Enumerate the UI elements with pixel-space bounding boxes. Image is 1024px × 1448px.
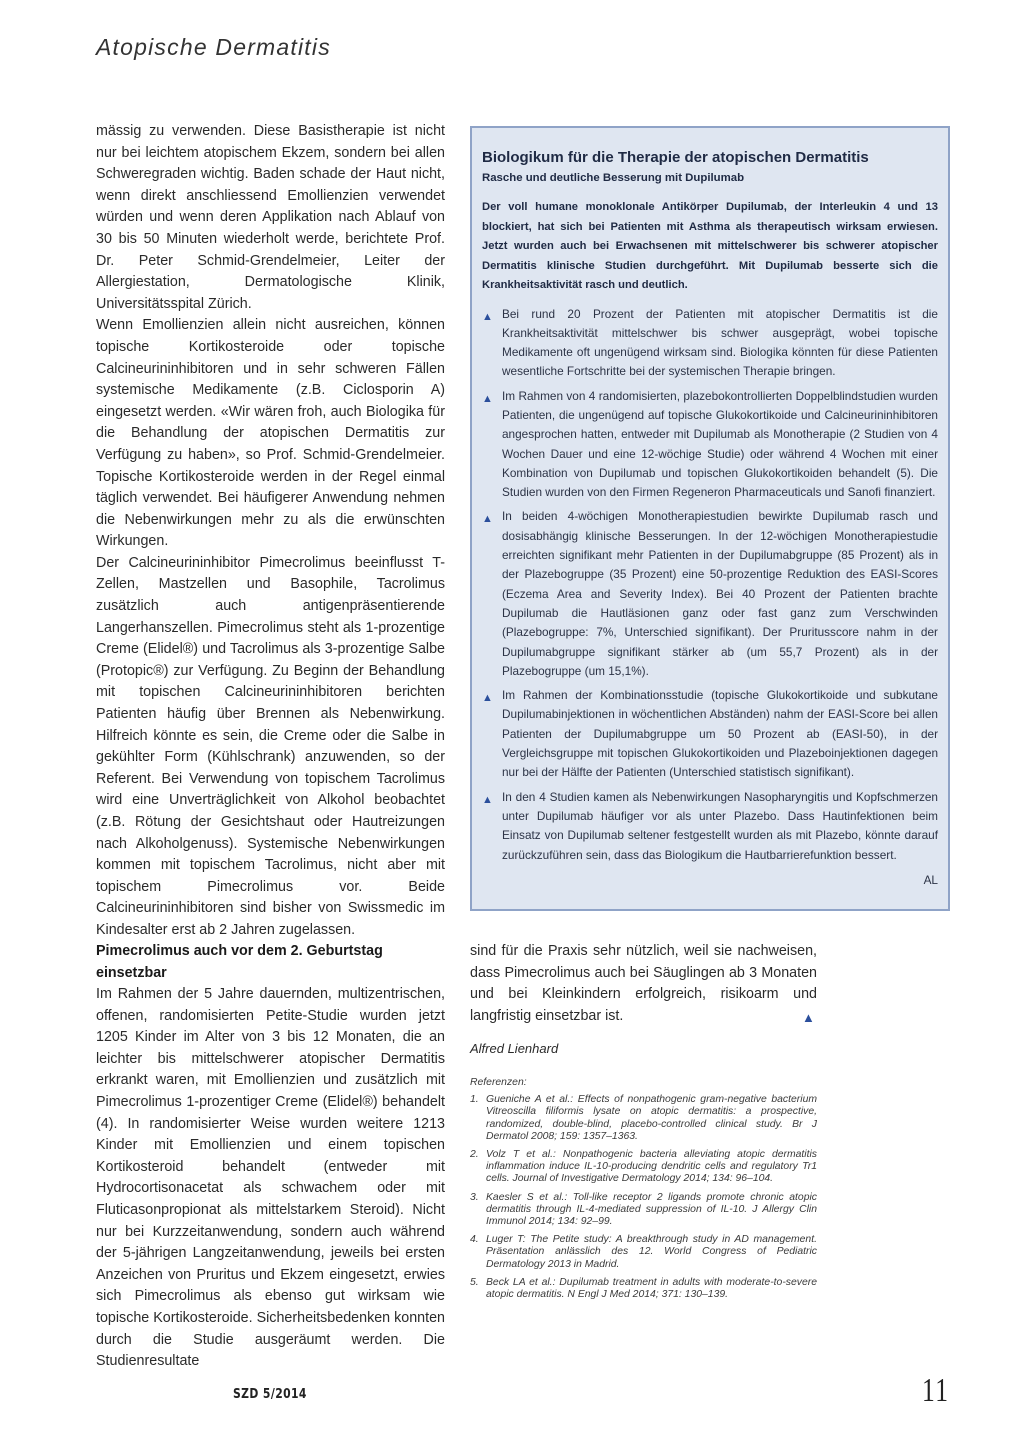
box-subtitle: Rasche und deutliche Besserung mit Dupilumab xyxy=(482,172,745,184)
reference-text: Beck LA et al.: Dupilumab treatment in adults with moderate-to-severe atopic dermatitis. N Engl J Med 2014; 371: 130–139. xyxy=(486,1276,817,1301)
page-number: 11 xyxy=(922,1372,950,1409)
list-item xyxy=(482,305,938,382)
reference-number: 5. xyxy=(470,1276,479,1288)
section-heading: Pimecrolimus auch vor dem 2. Geburtstag einsetzbar xyxy=(96,943,383,981)
list-item xyxy=(482,686,938,782)
list-item xyxy=(482,387,938,503)
list-item xyxy=(470,1094,817,1143)
list-item xyxy=(470,1192,817,1229)
triangle-bullet-icon: ▲ xyxy=(482,392,493,405)
references xyxy=(470,1077,817,1307)
triangle-bullet-icon: ▲ xyxy=(482,513,493,526)
left-column xyxy=(96,121,445,942)
box-lead: Der voll humane monoklonale Antikörper Dupilumab, der Interleukin 4 und 13 blockiert, hat sich bei Patienten mit Asthma als therapeutisch wirksam erwiesen. Jetzt wurden auch bei Erwachsenen mit mittelschwerer bis schwerer atopischer Dermatitis klinische Studien durchgeführt. Mit Dupilumab besserte sich die Krankheitsaktivität rasch und deutlich. xyxy=(482,201,938,291)
body-paragraph: sind für die Praxis sehr nützlich, weil sie nachweisen, dass Pimecrolimus auch bei Säuglingen ab 3 Monaten und bei Kleinkindern erfolgreich, risikoarm und langfristig einsetzbar ist. xyxy=(470,943,817,1024)
list-item-text: Bei rund 20 Prozent der Patienten mit atopischer Dermatitis ist die Krankheitsaktivität mittelschwer bis schwer ausgeprägt, wobei topische Medikamente oft ungenügend wirksam sind. Biologika könnten für diese Patienten wesentliche Fortschritte bei der systemischen Therapie bringen. xyxy=(502,306,938,379)
list-item-text: Im Rahmen von 4 randomisierten, plazebokontrollierten Doppelblindstudien wurden Patienten, die ungenügend auf topische Glukokortikoide und Calcineurininhibitoren angesprochen hatten, entweder mit Dupilumab als Monotherapie (2 Studien von 4 Wochen Dauer und eine 12-wöchige Studie) oder während 4 Wochen mit einer Kombination von Dupilumab und topischen Glukokortikoiden behandelt (5). Die Studien wurden von den Firmen Regeneron Pharmaceuticals und Sanofi finanziert. xyxy=(502,388,938,500)
running-title: Atopische Dermatitis xyxy=(96,34,331,60)
right-column xyxy=(470,941,817,1027)
body-paragraph: Im Rahmen der 5 Jahre dauernden, multizentrischen, offenen, randomisierten Petite-Studie wurden jetzt 1205 Kinder im Alter von 3 bis 12 Monaten, die an leichter bis mittelschwerer atopischer Dermatitis erkrankt waren, mit Emollienzien und zusätzlich mit Pimecrolimus 1-prozentiger Creme (Elidel®) behandelt (4). In randomisierter Weise wurden weitere 1213 Kinder mit Emollienzien und einem topischen Kortikosteroid behandelt (entweder mit Hydrocortisonacetat als schwachem oder mit Fluticasonpropionat als mittelstarkem Steroid). Nicht nur bei Kurzzeitanwendung, sondern auch während der 5-jährigen Langzeitanwendung, jeweils bei ersten Anzeichen von Pruritus und Ekzem eingesetzt, erwies sich Pimecrolimus als ebenso gut wirksam wie topische Kortikosteroide. Sicherheitsbedenken konnten durch die Studie ausgeräumt werden. Die Studienresultate xyxy=(96,986,445,1370)
reference-number: 3. xyxy=(470,1191,479,1203)
box-title: Biologikum für die Therapie der atopischen Dermatitis xyxy=(482,149,869,166)
list-item xyxy=(470,1277,817,1301)
box-bullet-list xyxy=(482,305,938,865)
reference-text: Volz T et al.: Nonpathogenic bacteria alleviating atopic dermatitis inflammation induce IL-10-producing dendritic cells and regulatory Tr1 cells. Journal of Investigative Dermatology 2014; 134: 96–104. xyxy=(486,1149,817,1185)
body-paragraph: Der Calcineurininhibitor Pimecrolimus beeinflusst T-Zellen, Mastzellen und Basophile, Tacrolimus zusätzlich auch antigenpräsentierende Langerhanszellen. Pimecrolimus steht als 1-prozentige Creme (Elidel®) und Tacrolimus als 3-prozentige Salbe (Protopic®) zur Verfügung. Zu Beginn der Behandlung mit topischen Calcineurininhibitoren berichten Patienten häufig über Brennen als Nebenwirkung. Hilfreich könnte es sein, die Creme oder die Salbe in gekühlter Form (Kühlschrank) anzuwenden, so der Referent. Bei Verwendung von topischem Tacrolimus wird eine Unverträglichkeit von Alkohol beobachtet (z.B. Rötung der Gesichtshaut oder Hautreizungen nach Alkoholgenuss). Systemische Nebenwirkungen kommen mit topischem Tacrolimus, nicht aber mit topischem Pimecrolimus vor. Beide Calcineurininhibitoren sind bisher von Swissmedic im Kindesalter erst ab 2 Jahren zugelassen. xyxy=(96,554,445,938)
list-item xyxy=(470,1234,817,1271)
list-item-text: In den 4 Studien kamen als Nebenwirkungen Nasopharyngitis und Kopfschmerzen unter Dupilumab häufiger vor als unter Plazebo. Dass Hautinfektionen beim Einsatz von Dupilumab seltener festgestellt wurden als mit Plazebo, könnte darauf zurückzuführen sein, dass das Biologikum die Hautbarrierefunktion bessert. xyxy=(502,789,938,862)
journal-issue: SZD 5/2014 xyxy=(233,1386,307,1402)
triangle-bullet-icon: ▲ xyxy=(482,793,493,806)
reference-text: Gueniche A et al.: Effects of nonpathogenic gram-negative bacterium Vitreoscilla filiformis lysate on atopic dermatitis: a prospective, randomized, double-blind, placebo-controlled clinical study. Br J Dermatol 2008; 159: 1357–1363. xyxy=(486,1094,817,1142)
reference-text: Kaesler S et al.: Toll-like receptor 2 ligands promote chronic atopic dermatitis through IL-4-mediated suppression of IL-10. J Allergy Clin Immunol 2014; 134: 92–99. xyxy=(486,1191,817,1228)
reference-number: 1. xyxy=(470,1094,479,1106)
left-column-section xyxy=(96,984,445,1373)
author-name: Alfred Lienhard xyxy=(470,1041,559,1056)
reference-text: Luger T: The Petite study: A breakthrough study in AD management. Präsentation anlässlich des 12. World Congress of Pediatric Dermatology 2013 in Madrid. xyxy=(486,1234,817,1270)
info-box xyxy=(470,126,950,911)
triangle-bullet-icon: ▲ xyxy=(482,310,493,323)
list-item xyxy=(482,507,938,681)
list-item xyxy=(482,788,938,865)
box-signature: AL xyxy=(923,873,938,887)
references-list xyxy=(470,1094,817,1301)
triangle-bullet-icon: ▲ xyxy=(482,692,493,705)
list-item-text: Im Rahmen der Kombinationsstudie (topische Glukokortikoide und subkutane Dupilumabinjektionen in wöchentlichen Abständen) nahm der EASI-Score bei allen Patienten der Dupilumabgruppe um 50 Prozent ab (EASI-50), in der Vergleichsgruppe mit topischen Glukokortikoiden und Plazeboinjektionen dagegen nur bei der Hälfte der Patienten (Unterschied statistisch signifikant). xyxy=(502,688,938,780)
triangle-end-icon: ▲ xyxy=(802,1010,815,1025)
reference-number: 4. xyxy=(470,1234,479,1246)
reference-number: 2. xyxy=(470,1149,479,1161)
body-paragraph: Wenn Emollienzien allein nicht ausreichen, können topische Kortikosteroide oder topische Calcineurininhibitoren und in sehr schweren Fällen systemische Medikamente (z.B. Ciclosporin A) eingesetzt werden. «Wir wären froh, auch Biologika für die Behandlung der atopischen Dermatitis zur Verfügung zu haben», so Prof. Schmid-Grendelmeier. Topische Kortikosteroide werden in der Regel einmal täglich verwendet. Bei häufigerer Anwendung nehmen die Nebenwirkungen mehr zu als die erwünschten Wirkungen. xyxy=(96,317,445,550)
list-item-text: In beiden 4-wöchigen Monotherapiestudien bewirkte Dupilumab rasch und dosisabhängig klinische Besserungen. In der 12-wöchigen Monotherapiestudie erreichten signifikant mehr Patienten in der Dupilumabgruppe (85 Prozent) als in der Plazebogruppe (35 Prozent) eine 50-prozentige Reduktion des EASI-Scores (Eczema Area and Severity Index). Bei 40 Prozent der Patienten brachte Dupilumab die Hautläsionen ganz oder fast ganz zum Verschwinden (Plazebogruppe: 7%, Unterschied signifikant). Der Pruritusscore nahm in der Dupilumabgruppe signifikant stärker ab (um 55,7 Prozent) als in der Plazebogruppe (um 15,1%). xyxy=(502,509,938,678)
body-paragraph: mässig zu verwenden. Diese Basistherapie ist nicht nur bei leichtem atopischem Ekzem, sondern bei allen Schweregraden wichtig. Baden schade der Haut nicht, wenn direkt anschliessend Emollienzien verwendet würden und wenn deren Applikation nach Ablauf von 30 bis 50 Minuten wiederholt werde, berichtete Prof. Dr. Peter Schmid-Grendelmeier, Leiter der Allergiestation, Dermatologische Klinik, Universitätsspital Zürich. xyxy=(96,123,445,312)
references-heading: Referenzen: xyxy=(470,1077,527,1088)
list-item xyxy=(470,1149,817,1186)
